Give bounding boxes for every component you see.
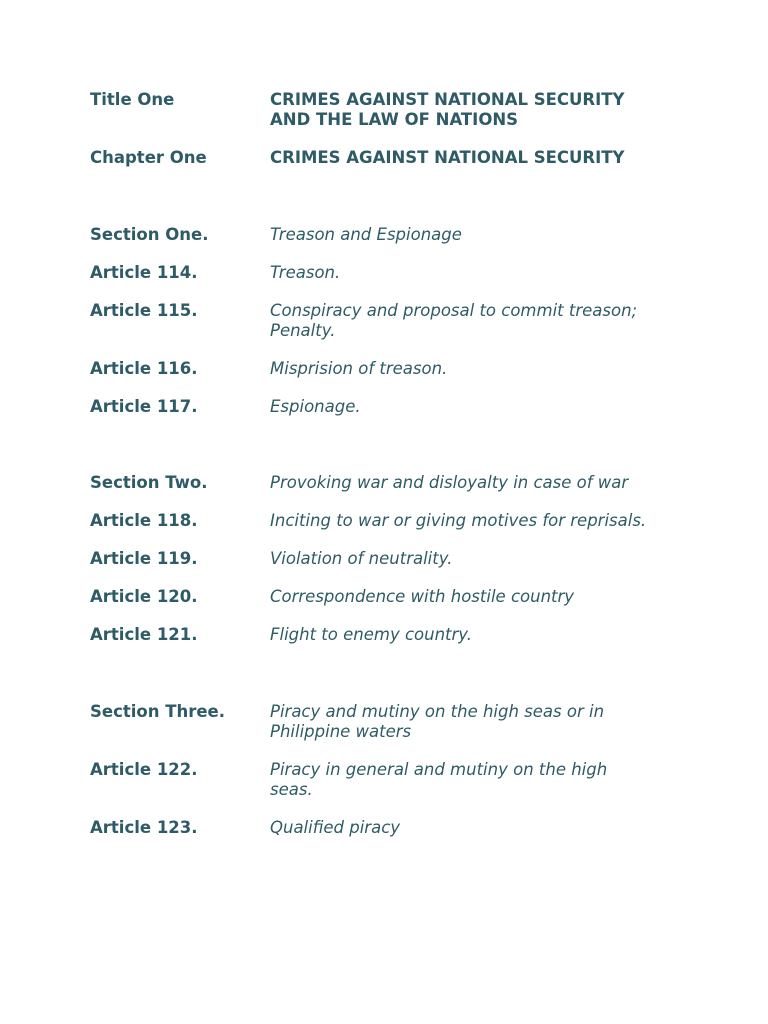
- section-two-label: Section Two.: [90, 473, 208, 492]
- title-text: [270, 90, 690, 130]
- section-two-text: Provoking war and disloyalty in case of war: [270, 473, 629, 492]
- article-label: Article 121.: [90, 625, 198, 644]
- article-label: Article 119.: [90, 549, 198, 568]
- article-title: Treason.: [270, 263, 341, 282]
- chapter-row: [90, 148, 690, 168]
- article-row-117: [90, 397, 690, 417]
- section-one-text: Treason and Espionage: [270, 225, 462, 244]
- article-label: Article 114.: [90, 263, 198, 282]
- title-text-line1: CRIMES AGAINST NATIONAL SECURITY: [270, 90, 625, 109]
- article-title: Espionage.: [270, 397, 361, 416]
- title-row: [90, 90, 690, 130]
- article-row-120: [90, 587, 690, 607]
- article-title: Correspondence with hostile country: [270, 587, 575, 606]
- article-title: Flight to enemy country.: [270, 625, 473, 644]
- article-row-123: [90, 818, 690, 838]
- section-three-text-line1: Piracy and mutiny on the high seas or in: [270, 702, 605, 721]
- article-label: Article 123.: [90, 818, 198, 837]
- title-label: Title One: [90, 90, 175, 109]
- article-title-line2: seas.: [270, 780, 313, 799]
- article-row-122: [90, 760, 690, 800]
- article-title: Inciting to war or giving motives for reprisals.: [270, 511, 647, 530]
- article-label: Article 117.: [90, 397, 198, 416]
- article-title: Qualified piracy: [270, 818, 401, 837]
- title-text-line2: AND THE LAW OF NATIONS: [270, 110, 519, 129]
- article-title-line2: Penalty.: [270, 321, 336, 340]
- article-row-115: [90, 301, 690, 341]
- article-title: Violation of neutrality.: [270, 549, 453, 568]
- section-one-label: Section One.: [90, 225, 209, 244]
- article-title-line1: Piracy in general and mutiny on the high: [270, 760, 608, 779]
- article-row-116: [90, 359, 690, 379]
- article-title: Misprision of treason.: [270, 359, 448, 378]
- chapter-text: CRIMES AGAINST NATIONAL SECURITY: [270, 148, 625, 167]
- section-three-row: [90, 702, 690, 742]
- article-title: [270, 760, 690, 800]
- article-label: Article 122.: [90, 760, 198, 779]
- article-title-line1: Conspiracy and proposal to commit treason;: [270, 301, 638, 320]
- section-two-row: [90, 473, 690, 493]
- section-three-text: [270, 702, 690, 742]
- section-three-text-line2: Philippine waters: [270, 722, 412, 741]
- section-one-row: [90, 225, 690, 245]
- section-three-label: Section Three.: [90, 702, 226, 721]
- article-row-118: [90, 511, 690, 531]
- article-row-114: [90, 263, 690, 283]
- article-row-119: [90, 549, 690, 569]
- chapter-label: Chapter One: [90, 148, 207, 167]
- article-label: Article 116.: [90, 359, 198, 378]
- article-label: Article 118.: [90, 511, 198, 530]
- article-label: Article 115.: [90, 301, 198, 320]
- article-label: Article 120.: [90, 587, 198, 606]
- article-title: [270, 301, 690, 341]
- article-row-121: [90, 625, 690, 645]
